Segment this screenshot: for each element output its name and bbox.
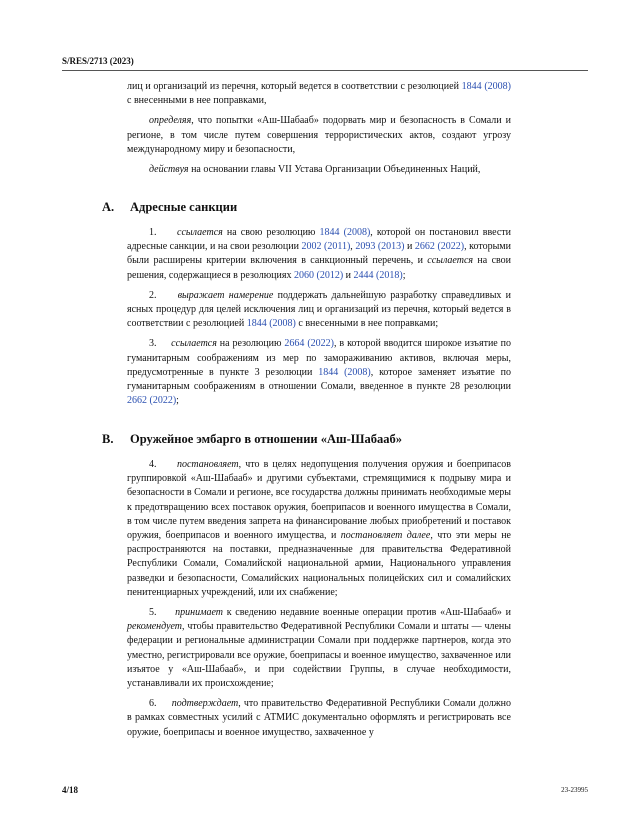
text-run: ; — [402, 269, 406, 281]
text-run: на свои решения, содержащиеся в резолюциях — [127, 255, 512, 281]
text-run: , — [350, 241, 356, 253]
section-b-body — [127, 458, 511, 746]
resolution-link[interactable]: 1844 (2008) — [319, 227, 371, 238]
text-run: и — [343, 269, 354, 281]
paragraph-5 — [127, 606, 511, 691]
text-run: на резолюцию — [216, 338, 285, 350]
resolution-link[interactable]: 1844 (2008) — [246, 318, 296, 330]
operative-verb: определяя — [149, 115, 192, 127]
paragraph-number: 2. — [149, 289, 157, 301]
operative-verb: постановляет — [176, 459, 239, 470]
text-run: , что попытки «Аш-Шабааб» подорвать мир и безопасность в Сомали и регионе, в том числе путем совершения террористических актов, создают угрозу международному миру и безопасности, — [127, 115, 511, 155]
text-run: поддержать дальнейшую разработку справедливых и ясных процедур для целей исключения лиц и организаций из перечня, который ведется в соответствии с резолюцией — [127, 289, 512, 330]
section-title: Адресные санкции — [130, 200, 238, 214]
text-run: , что эти меры не распространяются на поставки, предназначенные для правительства Федеративной Республики Сомали, Сомалийской национальной армии, Национального управления разведки и безопасности, Сомалийских национальных полицейских сил и сомалийских пенитенциарных учреждений, или их снабжение; — [127, 530, 511, 598]
text-run: , что в целях недопущения получения оружия и боеприпасов группировкой «Аш-Шабааб» и другими субъектами, стремящимися к подрыву мира и безопасности в Сомали и регионе, все государства должны принимать необходимые меры к предотвращению всех поставок оружия, боеприпасов и военного имущества в Сомали, в том числе путем введения запрета на финансирование любых приобретений и поставок оружия, боеприпасов и военного имущества, и — [127, 459, 512, 542]
operative-verb: рекомендует — [127, 621, 183, 633]
preamble-paragraph-1 — [127, 80, 511, 108]
resolution-link[interactable]: 2664 (2022) — [284, 338, 334, 350]
resolution-link[interactable]: 1844 (2008) — [461, 81, 511, 92]
text-run: ; — [176, 395, 179, 407]
resolution-link[interactable]: 2662 (2022) — [414, 241, 465, 253]
text-run: , которой он постановил ввести адресные санкции, и на свои резолюции — [127, 227, 511, 253]
text-run: , чтобы правительство Федеративной Республики Сомали и штаты — члены федерации и региональные администрации Сомали при поддержке партнеров, когда это уместно, регистрировали все оружие, боеприпасы и военное имущество, захваченное или изъятое у «Аш-Шабааб», и при содействии Группы, в случае необходимости, устанавливали их происхождение; — [127, 621, 511, 690]
paragraph-number: 1. — [149, 227, 157, 238]
text-run: к сведению недавние военные операции против «Аш-Шабааб» и — [223, 607, 512, 619]
paragraph-4 — [127, 458, 511, 600]
preamble-paragraph-2 — [127, 114, 511, 157]
preamble-block — [127, 80, 511, 183]
resolution-link[interactable]: 2093 (2013) — [355, 241, 405, 253]
text-run: , которое заменяет изъятие по гуманитарным соображениям в отношении Сомали, введенное в пункте 28 резолюции — [127, 366, 511, 393]
section-title: Оружейное эмбарго в отношении «Аш-Шабааб» — [130, 432, 402, 446]
operative-verb: выражает намерение — [177, 289, 274, 301]
paragraph-number: 5. — [149, 607, 157, 619]
text-run: и — [404, 241, 415, 253]
paragraph-2 — [127, 289, 511, 332]
page-number: 4/18 — [62, 785, 79, 795]
operative-verb: постановляет далее — [340, 530, 431, 542]
section-b-heading — [102, 432, 402, 447]
resolution-link[interactable]: 2002 (2011) — [301, 241, 351, 253]
text-run: на свою резолюцию — [222, 227, 320, 238]
text-run: лиц и организаций из перечня, который ведется в соответствии с резолюцией — [127, 81, 462, 92]
paragraph-number: 4. — [149, 459, 157, 470]
paragraph-1 — [127, 226, 511, 283]
section-letter: A. — [102, 200, 115, 214]
paragraph-number: 6. — [149, 698, 157, 710]
section-a-heading — [102, 200, 237, 215]
resolution-link[interactable]: 2662 (2022) — [127, 395, 177, 407]
operative-verb: ссылается — [171, 338, 217, 350]
text-run: , которыми были расширены критерии включения в санкционный перечень, и — [127, 241, 511, 267]
resolution-link[interactable]: 2444 (2018) — [353, 269, 403, 281]
section-a-body — [127, 226, 511, 414]
text-run: с внесенными в нее поправками; — [295, 318, 439, 330]
operative-verb: принимает — [175, 607, 223, 619]
operative-verb: подтверждает — [171, 698, 239, 710]
text-run: , что правительство Федеративной Республики Сомали должно в рамках совместных усилий с АТМИС документально оформлять и регистрировать все оружие, боеприпасы и военное имущество, захваченное у — [127, 698, 512, 738]
paragraph-3 — [127, 337, 511, 408]
operative-verb: ссылается — [177, 227, 223, 238]
operative-verb: ссылается — [427, 255, 474, 267]
paragraph-6 — [127, 697, 511, 740]
document-code: 23-23995 — [561, 786, 588, 794]
text-run: , в которой вводится широкое изъятие по гуманитарным соображениям из мер по замораживанию активов, включая меры, предусмотренные в пункте 3 резолюции — [127, 338, 512, 378]
section-letter: B. — [102, 432, 114, 446]
text-run: на основании главы VII Устава Организации Объединенных Наций, — [188, 164, 481, 176]
resolution-link[interactable]: 1844 (2008) — [318, 366, 371, 378]
header-rule — [62, 70, 588, 71]
operative-verb: действуя — [149, 164, 189, 176]
document-symbol: S/RES/2713 (2023) — [62, 56, 134, 66]
paragraph-number: 3. — [149, 338, 157, 350]
preamble-paragraph-3 — [127, 163, 511, 177]
text-run: с внесенными в нее поправками, — [127, 95, 267, 107]
resolution-link[interactable]: 2060 (2012) — [294, 269, 344, 281]
